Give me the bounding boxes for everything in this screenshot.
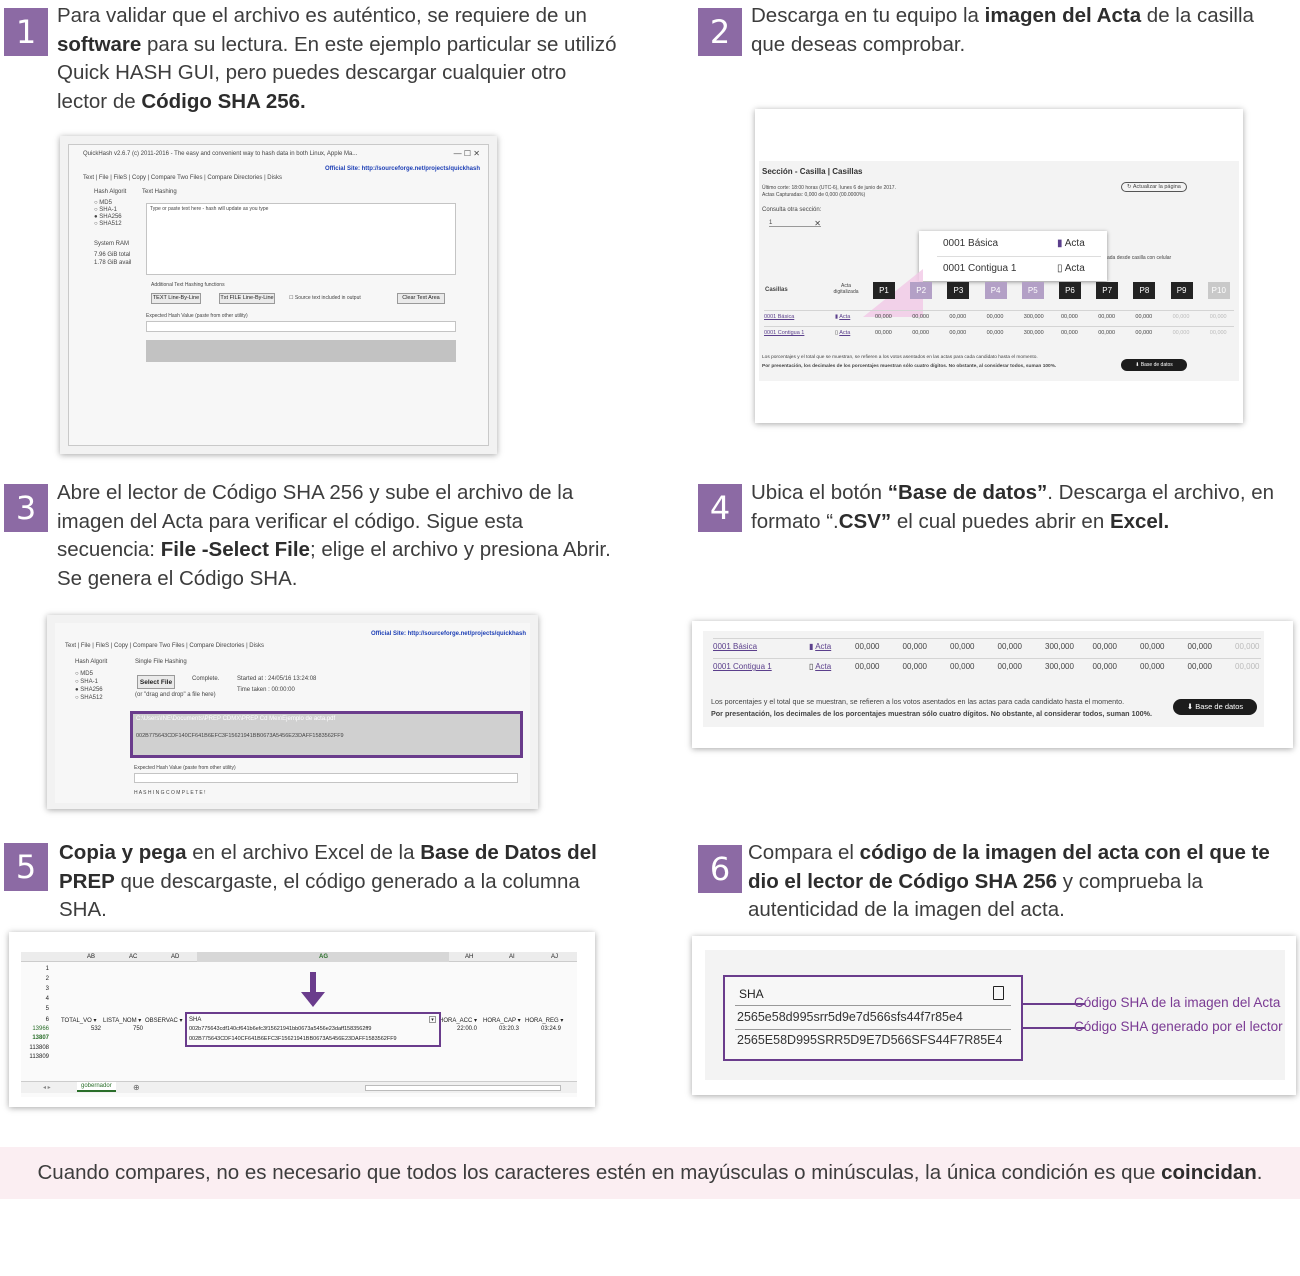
casilla-name[interactable]: 0001 Básica bbox=[764, 314, 795, 320]
col-header[interactable]: AD bbox=[171, 954, 180, 960]
hash-algorithm-label: Hash Algorit bbox=[75, 659, 108, 665]
txt-file-line-by-line-button[interactable]: Txt FILE Line-By-Line bbox=[219, 293, 275, 304]
vote-cell: 00,000 bbox=[1187, 662, 1212, 671]
col-header[interactable]: AB bbox=[87, 954, 96, 960]
party-p9[interactable]: P9 bbox=[1171, 282, 1193, 299]
vote-cell: 00,000 bbox=[1135, 314, 1153, 320]
text-hashing-label: Text Hashing bbox=[142, 189, 177, 195]
step-6-text: Compara el código de la imagen del acta con el que te dio el lector de Código SHA 256 y comprueba la autenticidad de la imagen del acta. bbox=[748, 841, 1270, 921]
add-sheet-icon[interactable]: ⊕ bbox=[133, 1083, 140, 1092]
step-number-badge: 3 bbox=[4, 484, 48, 532]
quickhash-file-window bbox=[55, 623, 530, 803]
row-divider bbox=[713, 638, 1261, 639]
casilla-name[interactable]: 0001 Contigua 1 bbox=[764, 330, 805, 336]
vote-cell: 00,000 bbox=[902, 642, 927, 651]
row-number[interactable]: 5 bbox=[45, 1006, 49, 1012]
popup-row-name: 0001 Contigua 1 bbox=[943, 263, 1017, 274]
header-hora-registro: HORA_REG ▾ bbox=[525, 1018, 564, 1024]
section-input[interactable]: 1 ✕ bbox=[769, 219, 821, 228]
row-number[interactable]: 4 bbox=[45, 996, 49, 1002]
cell-hora-acopio[interactable]: 22:00.0 bbox=[457, 1026, 478, 1032]
base-de-datos-button[interactable]: ⬇ Base de datos bbox=[1173, 699, 1257, 715]
step-4-text: Ubica el botón “Base de datos”. Descarga el archivo, en formato “.CSV” el cual puedes abrir en Excel. bbox=[751, 481, 1275, 533]
party-p4[interactable]: P4 bbox=[985, 282, 1007, 299]
base-de-datos-button[interactable]: ⬇ Base de datos bbox=[1121, 359, 1187, 371]
step-2-text: Descarga en tu equipo la imagen del Acta de la casilla que deseas comprobar. bbox=[751, 4, 1254, 56]
vote-cell: 00,000 bbox=[902, 662, 927, 671]
algo-md5[interactable]: ○ MD5 bbox=[94, 200, 112, 206]
algo-sha1[interactable]: ○ SHA-1 bbox=[75, 679, 98, 685]
down-arrow-icon bbox=[301, 972, 325, 1008]
col-casillas: Casillas bbox=[765, 287, 788, 293]
tab-bar[interactable]: Text | File | FileS | Copy | Compare Two Files | Compare Directories | Disks bbox=[83, 175, 282, 181]
acta-link[interactable]: ▯ Acta bbox=[835, 330, 851, 336]
row-number[interactable]: 13807 bbox=[32, 1035, 49, 1041]
text-input-placeholder: Type or paste text here - hash will update as you type bbox=[150, 206, 269, 212]
horizontal-scrollbar[interactable] bbox=[365, 1085, 561, 1091]
download-icon: ⬇ bbox=[1135, 362, 1140, 368]
party-p7[interactable]: P7 bbox=[1096, 282, 1118, 299]
col-header[interactable]: AI bbox=[509, 954, 515, 960]
quickhash-window bbox=[68, 144, 489, 446]
acta-link[interactable]: ▮ Acta bbox=[835, 314, 851, 320]
text-line-by-line-button[interactable]: TEXT Line-By-Line bbox=[151, 293, 201, 304]
document-icon: ▮ bbox=[809, 642, 816, 651]
expected-hash-input[interactable] bbox=[146, 321, 456, 332]
step-number-badge: 1 bbox=[4, 8, 48, 56]
vote-cell: 00,000 bbox=[855, 642, 880, 651]
col-header[interactable]: AG bbox=[319, 954, 328, 960]
step-number-badge: 6 bbox=[698, 845, 742, 893]
disclaimer-2: Por presentación, los decimales de los porcentajes muestran sólo cuatro dígitos. No obstante, al considerar todos, suman 100%. bbox=[762, 364, 1057, 369]
party-p2[interactable]: P2 bbox=[910, 282, 932, 299]
row-divider bbox=[764, 310, 1234, 311]
document-icon: ▮ bbox=[835, 314, 840, 320]
sha-value-lower: 2565e58d995srr5d9e7d566sfs44f7r85e4 bbox=[737, 1010, 963, 1024]
mobile-icon: ▯ bbox=[1057, 263, 1063, 274]
vote-cell: 00,000 bbox=[986, 330, 1004, 336]
col-header[interactable]: AJ bbox=[551, 954, 559, 960]
filter-icon[interactable]: ▾ bbox=[429, 1016, 436, 1023]
excel-sheet bbox=[21, 952, 577, 1097]
vote-cell: 00,000 bbox=[1187, 642, 1212, 651]
hash-output-area bbox=[146, 340, 456, 362]
vote-cell: 00,000 bbox=[1098, 314, 1116, 320]
vote-cell: 00,000 bbox=[1172, 330, 1190, 336]
header-hora-acopio: HORA_ACC ▾ bbox=[439, 1018, 478, 1024]
last-cutoff: Último corte: 18:00 horas (UTC-6), lunes 6 de junio de 2017. bbox=[762, 185, 896, 191]
vote-cell: 00,000 bbox=[949, 330, 967, 336]
row-number[interactable]: 113808 bbox=[29, 1045, 49, 1051]
step-number-badge: 2 bbox=[698, 8, 742, 56]
row-number[interactable]: 6 bbox=[45, 1017, 49, 1023]
consult-label: Consulta otra sección: bbox=[762, 207, 822, 213]
hashing-complete-status: H A S H I N G C O M P L E T E ! bbox=[134, 790, 206, 796]
disclaimer-2: Por presentación, los decimales de los porcentajes muestran sólo cuatro dígitos. No obstante, al considerar todos, suman 100%. bbox=[711, 709, 1152, 718]
algo-sha512[interactable]: ○ SHA512 bbox=[75, 695, 103, 701]
vote-cell: 00,000 bbox=[986, 314, 1004, 320]
additional-functions-label: Additional Text Hashing functions bbox=[151, 282, 225, 288]
prep-page-screenshot bbox=[755, 109, 1243, 423]
header-lista-nominal: LISTA_NOM ▾ bbox=[103, 1018, 142, 1024]
vote-cell: 00,000 bbox=[855, 662, 880, 671]
sha-divider bbox=[735, 1029, 1011, 1030]
row-divider bbox=[764, 326, 1234, 327]
sheet-tab-gobernador[interactable]: gobernador bbox=[77, 1082, 116, 1092]
popup-acta-link[interactable]: ▮ Acta bbox=[1057, 238, 1085, 249]
vote-cell: 00,000 bbox=[1092, 642, 1117, 651]
vote-cell: 300,000 bbox=[1023, 314, 1044, 320]
vote-cell: 00,000 bbox=[1172, 314, 1190, 320]
sha-value-upper: 2565E58D995SRR5D9E7D566SFS44F7R85E4 bbox=[737, 1033, 1003, 1047]
document-icon: ▮ bbox=[1057, 238, 1063, 249]
algo-sha512[interactable]: ○ SHA512 bbox=[94, 221, 122, 227]
tab-bar[interactable]: Text | File | FileS | Copy | Compare Two Files | Compare Directories | Disks bbox=[65, 643, 264, 649]
algo-sha1[interactable]: ○ SHA-1 bbox=[94, 207, 117, 213]
ram-total: 7.96 GiB total bbox=[94, 252, 131, 258]
window-controls: — ☐ ✕ bbox=[453, 149, 480, 158]
mobile-note: ada desde casilla con celular bbox=[1107, 255, 1172, 261]
vote-cell: 00,000 bbox=[997, 662, 1022, 671]
header-hora-captura: HORA_CAP ▾ bbox=[483, 1018, 521, 1024]
select-file-button[interactable]: Select File bbox=[137, 675, 175, 689]
ram-avail: 1.78 GiB avail bbox=[94, 260, 132, 266]
refresh-icon: ↻ bbox=[1127, 184, 1132, 190]
vote-cell: 00,000 bbox=[997, 642, 1022, 651]
expected-hash-input[interactable] bbox=[134, 773, 518, 783]
party-p5[interactable]: P5 bbox=[1022, 282, 1044, 299]
cell-lista-nominal[interactable]: 750 bbox=[133, 1026, 144, 1032]
vote-cell: 300,000 bbox=[1023, 330, 1044, 336]
row-number[interactable]: 1 bbox=[45, 966, 49, 972]
row-number[interactable]: 113809 bbox=[29, 1054, 49, 1060]
section-title: Sección - Casilla | Casillas bbox=[762, 167, 863, 176]
footer-note: Cuando compares, no es necesario que todos los caracteres estén en mayúsculas o minúsculas, la única condición es que coincidan. bbox=[0, 1147, 1300, 1199]
popup-row-name: 0001 Básica bbox=[943, 238, 999, 249]
algo-sha256[interactable]: ● SHA256 bbox=[94, 214, 122, 220]
vote-cell: 00,000 bbox=[950, 662, 975, 671]
database-button-screenshot bbox=[692, 621, 1293, 748]
disclaimer-1: Los porcentajes y el total que se muestran, se refieren a los votos asentados en las actas para cada candidato hasta el momento. bbox=[762, 355, 1038, 360]
vote-cell: 00,000 bbox=[1061, 330, 1078, 336]
sha-box bbox=[723, 975, 1023, 1061]
cell-total-votos[interactable]: 532 bbox=[91, 1026, 102, 1032]
sha-column-highlight bbox=[185, 1012, 441, 1047]
col-acta-digitalizada: Acta digitalizada bbox=[833, 283, 859, 295]
row-number[interactable]: 13966 bbox=[32, 1026, 49, 1032]
hash-result: 002B775643CDF140CF641B6EFC3F15621941BB0673A5456E23DAFF1583562FF9 bbox=[136, 733, 344, 739]
sheet-nav-arrows[interactable]: ◂ ▸ bbox=[43, 1085, 51, 1091]
expected-hash-label: Expected Hash Value (paste from other utility) bbox=[146, 313, 248, 319]
col-header[interactable]: AC bbox=[129, 954, 138, 960]
step-number-badge: 4 bbox=[698, 484, 742, 532]
vote-cell: 00,000 bbox=[1092, 662, 1117, 671]
refresh-page-button[interactable]: ↻ Actualizar la página bbox=[1121, 182, 1187, 192]
party-p6[interactable]: P6 bbox=[1059, 282, 1081, 299]
algo-sha256[interactable]: ● SHA256 bbox=[75, 687, 103, 693]
header-sha: SHA bbox=[189, 1017, 202, 1023]
step-5-text: Copia y pega en el archivo Excel de la Base de Datos del PREP que descargaste, el código generado a la columna SHA. bbox=[59, 841, 597, 921]
acta-link[interactable]: ▯ Acta bbox=[809, 662, 832, 671]
clear-icon[interactable]: ✕ bbox=[814, 219, 821, 228]
popup-divider bbox=[937, 256, 1101, 257]
official-site-link[interactable]: Official Site: http://sourceforge.net/projects/quickhash bbox=[370, 631, 526, 637]
clear-text-area-button[interactable]: Clear Text Area bbox=[397, 293, 445, 304]
cell-sha-lower[interactable]: 002b775643cdf140cf641b6efc3f15621941bb0673a5456e23daff1583562ff9 bbox=[189, 1026, 372, 1032]
file-path: C:\Users\INE\Documents\PREP CDMX\PREP Cd Mex\Ejemplo de acta.pdf bbox=[136, 716, 336, 722]
sha-divider bbox=[735, 1005, 1011, 1006]
cell-hora-registro[interactable]: 03:24.9 bbox=[541, 1026, 562, 1032]
party-p8[interactable]: P8 bbox=[1133, 282, 1155, 299]
step-1-text: Para validar que el archivo es auténtico, se requiere de un software para su lectura. En este ejemplo particular se utilizó Quick HASH GUI, pero puedes descargar cualquier otro lector de Código SHA 256. bbox=[57, 4, 617, 113]
hash-algorithm-label: Hash Algorit bbox=[94, 189, 127, 195]
vote-cell: 00,000 bbox=[950, 642, 975, 651]
vote-cell: 00,000 bbox=[1235, 662, 1260, 671]
system-ram-label: System RAM bbox=[94, 241, 130, 247]
database-content bbox=[703, 631, 1264, 727]
row-number[interactable]: 2 bbox=[45, 976, 49, 982]
vote-cell: 00,000 bbox=[1140, 642, 1165, 651]
col-header[interactable]: AH bbox=[465, 954, 474, 960]
download-icon: ⬇ bbox=[1186, 702, 1194, 711]
party-p10[interactable]: P10 bbox=[1208, 282, 1230, 299]
step-number-badge: 5 bbox=[4, 843, 48, 891]
source-text-checkbox[interactable]: ☐ Source text included in output bbox=[289, 295, 361, 301]
prep-content bbox=[759, 161, 1239, 381]
row-number[interactable]: 3 bbox=[45, 986, 49, 992]
disclaimer-1: Los porcentajes y el total que se muestran, se refieren a los votos asentados en las actas para cada candidato hasta el momento. bbox=[711, 697, 1125, 706]
vote-cell: 00,000 bbox=[1135, 330, 1153, 336]
quickhash-file-screenshot bbox=[47, 615, 538, 809]
vote-cell: 00,000 bbox=[875, 330, 892, 336]
vote-cell: 300,000 bbox=[1045, 642, 1074, 651]
official-site-link[interactable]: Official Site: http://sourceforge.net/projects/quickhash bbox=[324, 166, 480, 172]
vote-cell: 00,000 bbox=[1061, 314, 1078, 320]
sha-compare-content bbox=[705, 950, 1285, 1080]
algo-md5[interactable]: ○ MD5 bbox=[75, 671, 93, 677]
step-3-text: Abre el lector de Código SHA 256 y sube el archivo de la imagen del Acta para verificar el código. Sigue esta secuencia: File -Select File; elige el archivo y presiona Abrir. Se genera el Código SHA. bbox=[57, 481, 611, 590]
row-divider bbox=[713, 658, 1261, 659]
casilla-name[interactable]: 0001 Básica bbox=[713, 642, 758, 651]
vote-cell: 00,000 bbox=[875, 314, 892, 320]
mobile-icon: ▯ bbox=[835, 330, 840, 336]
vote-cell: 00,000 bbox=[1140, 662, 1165, 671]
window-title: QuickHash v2.6.7 (c) 2011-2016 - The easy and convenient way to hash data in both Linux, Apple Ma... bbox=[83, 151, 358, 157]
document-icon[interactable] bbox=[993, 986, 1004, 1000]
cell-sha-upper[interactable]: 002B775643CDF140CF641B6EFC3F15621941BB0673A5456E23DAFF1583562FF9 bbox=[189, 1036, 397, 1042]
popup-acta-link[interactable]: ▯ Acta bbox=[1057, 263, 1085, 274]
single-file-label: Single File Hashing bbox=[135, 659, 187, 665]
time-taken: Time taken : 00:00:00 bbox=[237, 687, 295, 693]
header-observaciones: OBSERVAC ▾ bbox=[145, 1018, 183, 1024]
label-sha-image: Código SHA de la imagen del Acta bbox=[1074, 995, 1281, 1010]
text-input-area[interactable] bbox=[146, 203, 456, 275]
vote-cell: 300,000 bbox=[1045, 662, 1074, 671]
vote-cell: 00,000 bbox=[1209, 330, 1227, 336]
label-sha-reader: Código SHA generado por el lector bbox=[1074, 1019, 1283, 1034]
sha-header: SHA bbox=[739, 987, 764, 1001]
cell-hora-captura[interactable]: 03:20.3 bbox=[499, 1026, 520, 1032]
captured-actas: Actas Capturadas: 0,000 de 0,000 (00.0000%) bbox=[762, 192, 866, 198]
mobile-icon: ▯ bbox=[809, 662, 816, 671]
casilla-popup bbox=[919, 231, 1107, 281]
excel-screenshot bbox=[9, 932, 595, 1107]
casilla-name[interactable]: 0001 Contigua 1 bbox=[713, 662, 772, 671]
expected-hash-label: Expected Hash Value (paste from other utility) bbox=[134, 765, 236, 771]
header-total-votos: TOTAL_VO ▾ bbox=[61, 1018, 97, 1024]
started-at: Started at : 24/05/16 13:24:08 bbox=[237, 676, 317, 682]
party-p3[interactable]: P3 bbox=[947, 282, 969, 299]
vote-cell: 00,000 bbox=[912, 314, 930, 320]
quickhash-screenshot bbox=[60, 136, 497, 454]
complete-status: Complete. bbox=[192, 676, 220, 682]
party-p1[interactable]: P1 bbox=[873, 282, 895, 299]
vote-cell: 00,000 bbox=[1098, 330, 1116, 336]
file-result-box bbox=[130, 711, 523, 758]
vote-cell: 00,000 bbox=[912, 330, 930, 336]
sheet-tab-bar bbox=[21, 1081, 577, 1093]
vote-cell: 00,000 bbox=[1209, 314, 1227, 320]
drag-drop-hint: (or "drag and drop" a file here) bbox=[135, 692, 216, 698]
acta-link[interactable]: ▮ Acta bbox=[809, 642, 832, 651]
vote-cell: 00,000 bbox=[949, 314, 967, 320]
vote-cell: 00,000 bbox=[1235, 642, 1260, 651]
sha-compare-screenshot bbox=[692, 936, 1296, 1095]
